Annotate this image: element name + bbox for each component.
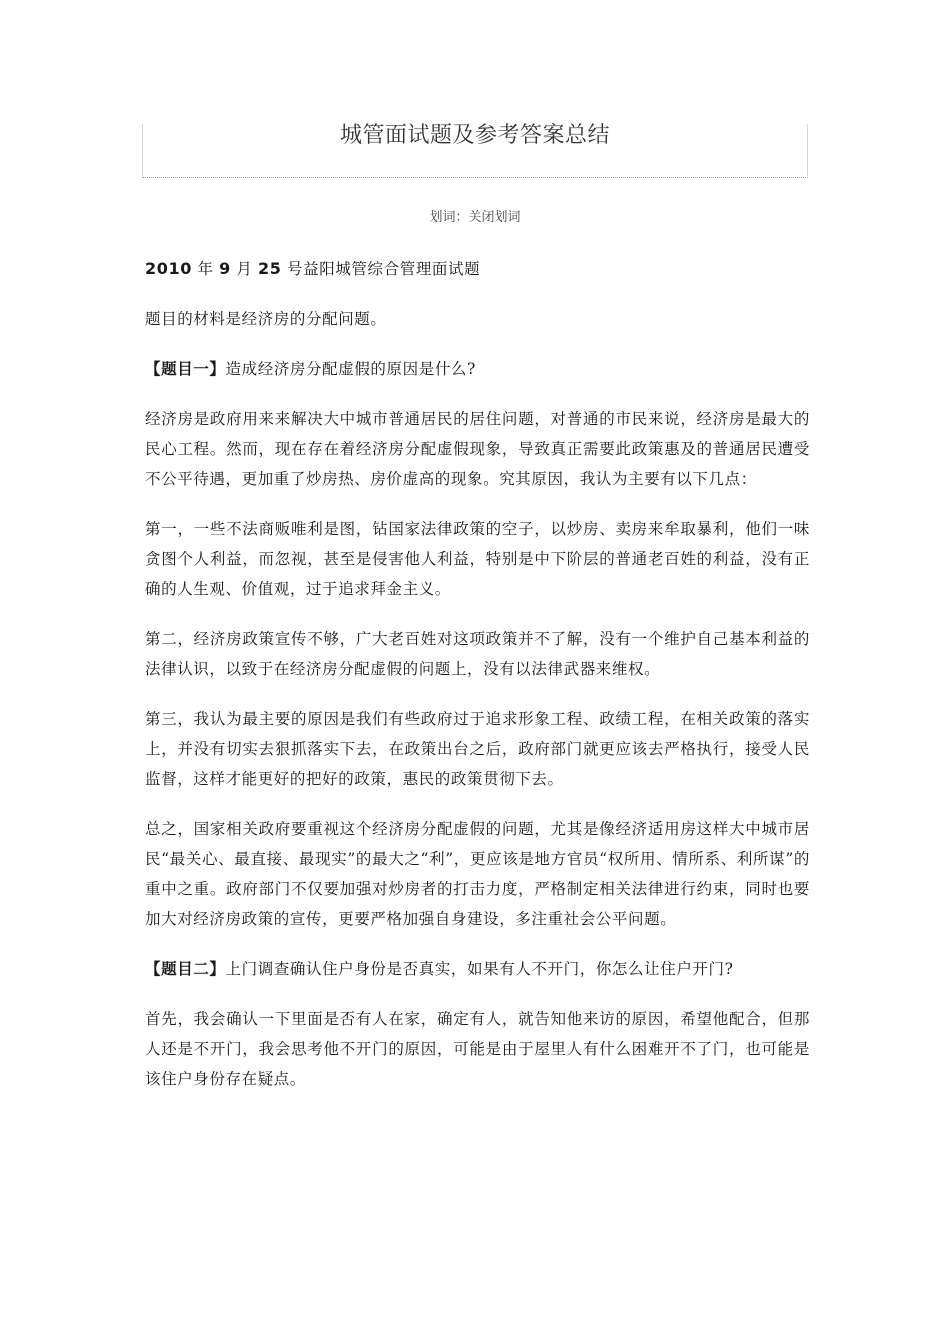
heading-year-unit: 年 (197, 260, 214, 278)
word-lookup-toggle[interactable]: 划词：关闭划词 (429, 210, 521, 225)
question-one-text: 造成经济房分配虚假的原因是什么? (225, 360, 476, 378)
page-title: 城管面试题及参考答案总结 (339, 123, 610, 148)
article-body (145, 254, 810, 1114)
question-one-label: 【题目一】 (145, 359, 226, 378)
answer-point-two: 第二，经济房政策宣传不够，广大老百姓对这项政策并不了解，没有一个维护自己基本利益的法律认识，以致于在经济房分配虚假的问题上，没有以法律武器来维权。 (145, 630, 810, 678)
title-box (142, 124, 808, 178)
answer-two-paragraph: 首先，我会确认一下里面是否有人在家，确定有人，就告知他来访的原因，希望他配合，但那人还是不开门，我会思考他不开门的原因，可能是由于屋里人有什么困难开不了门，也可能是该住户身份存在疑点。 (145, 1010, 810, 1088)
answer-intro: 经济房是政府用来来解决大中城市普通居民的居住问题，对普通的市民来说，经济房是最大的民心工程。然而，现在存在着经济房分配虚假现象，导致真正需要此政策惠及的普通居民遭受不公平待遇，更加重了炒房热、房价虚高的现象。究其原因，我认为主要有以下几点： (145, 410, 810, 488)
question-two (145, 954, 810, 984)
heading-month-unit: 月 (236, 260, 253, 278)
question-two-text: 上门调查确认住户身份是否真实，如果有人不开门，你怎么让住户开门? (225, 960, 734, 978)
heading-month: 9 (219, 259, 231, 278)
answer-point-three: 第三，我认为最主要的原因是我们有些政府过于追求形象工程、政绩工程，在相关政策的落实上，并没有切实去狠抓落实下去，在政策出台之后，政府部门就更应该去严格执行，接受人民监督，这样才能更好的把好的政策，惠民的政策贯彻下去。 (145, 710, 810, 788)
question-one (145, 354, 810, 384)
question-two-label: 【题目二】 (145, 959, 226, 978)
material-intro: 题目的材料是经济房的分配问题。 (145, 310, 387, 328)
heading-year: 2010 (145, 259, 192, 278)
heading-rest: 号益阳城管综合管理面试题 (287, 260, 481, 278)
answer-conclusion: 总之，国家相关政府要重视这个经济房分配虚假的问题，尤其是像经济适用房这样大中城市居民“最关心、最直接、最现实”的最大之“利”，更应该是地方官员“权所用、情所系、利所谋”的重中之重。政府部门不仅要加强对炒房者的打击力度，严格制定相关法律进行约束，同时也要加大对经济房政策的宣传，更要严格加强自身建设，多注重社会公平问题。 (145, 820, 810, 928)
answer-point-one: 第一，一些不法商贩唯利是图，钻国家法律政策的空子，以炒房、卖房来牟取暴利，他们一味贪图个人利益，而忽视，甚至是侵害他人利益，特别是中下阶层的普通老百姓的利益，没有正确的人生观、价值观，过于追求拜金主义。 (145, 520, 810, 598)
heading-day: 25 (258, 259, 282, 278)
exam-heading (145, 254, 810, 284)
